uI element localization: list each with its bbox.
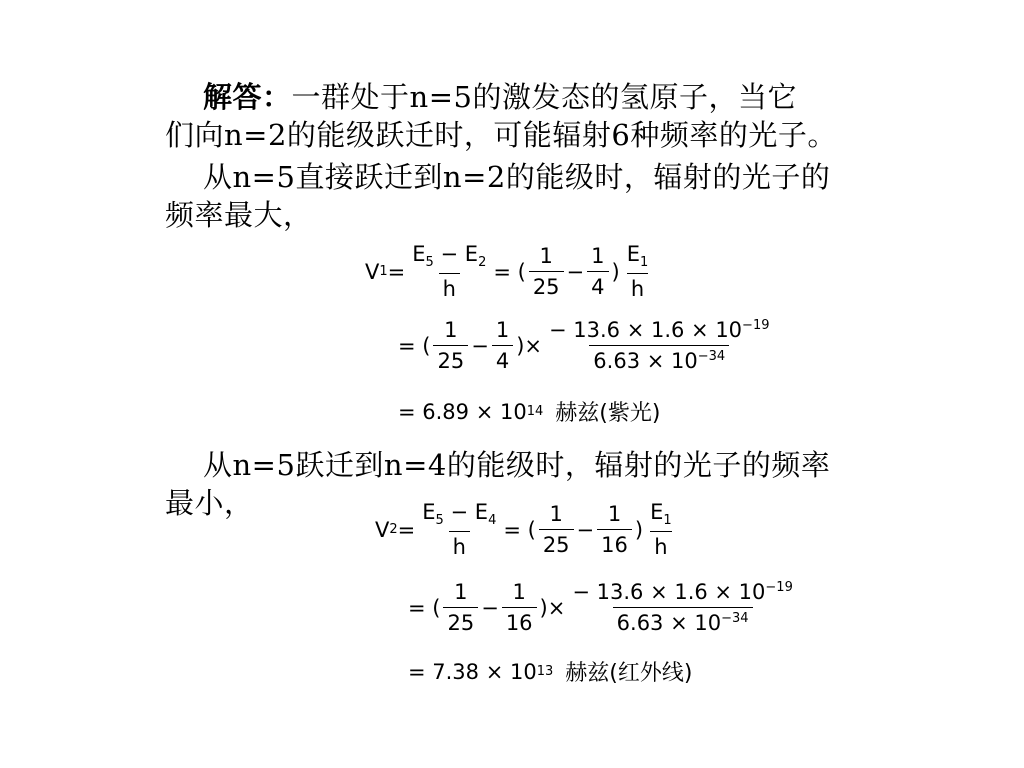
eq2-row2: = ( $\frac{1}{25}$ − $\frac{1}{16}$ ) × $\frac{- 13.6 \times 1.6 \times 10^{-19}}{6.63 \times 10^{-34}}$: [408, 580, 793, 635]
eq2-row1: V 2 = $\frac{E_5 - E_4}{h}$ = ( $\frac{1}{25}$ − $\frac{1}{16}$ ) $\frac{E_1}{h}$: [375, 500, 672, 560]
max-line1: 从n=5直接跃迁到n=2的能级时，辐射的光子的: [203, 160, 831, 194]
eq1-row1: V 1 = $\frac{E_5 - E_2}{h}$ = ( $\frac{1}{25}$ − $\frac{1}{4}$ ) $\frac{E_1}{h}$: [365, 242, 649, 302]
max-line2: 频率最大，: [165, 198, 313, 232]
eq2-row3: = 7.38 × 10 13 赫兹(红外线): [408, 656, 692, 687]
paragraph-intro: [165, 78, 905, 154]
intro-line2: 们向n=2的能级跃迁时，可能辐射6种频率的光子。: [165, 118, 837, 152]
eq1-row2: = ( $\frac{1}{25}$ − $\frac{1}{4}$ ) × $\frac{- 13.6 \times 1.6 \times 10^{-19}}{6.63 \times 10^{-34}}$: [398, 318, 770, 373]
eq2-unit-label: 赫兹(红外线): [565, 661, 693, 686]
min-line1: 从n=5跃迁到n=4的能级时，辐射的光子的频率: [203, 448, 831, 482]
intro-line1: 一群处于n=5的激发态的氢原子，当它: [291, 80, 797, 114]
min-line2: 最小，: [165, 486, 254, 520]
paragraph-max-frequency: [165, 158, 905, 234]
answer-label: 解答：: [203, 80, 292, 114]
eq1-energy-fraction: $\frac{E_5 - E_2}{h}$: [412, 242, 487, 302]
eq1-row3: = 6.89 × 10 14 赫兹(紫光): [398, 396, 660, 427]
eq1-unit-label: 赫兹(紫光): [555, 401, 661, 426]
